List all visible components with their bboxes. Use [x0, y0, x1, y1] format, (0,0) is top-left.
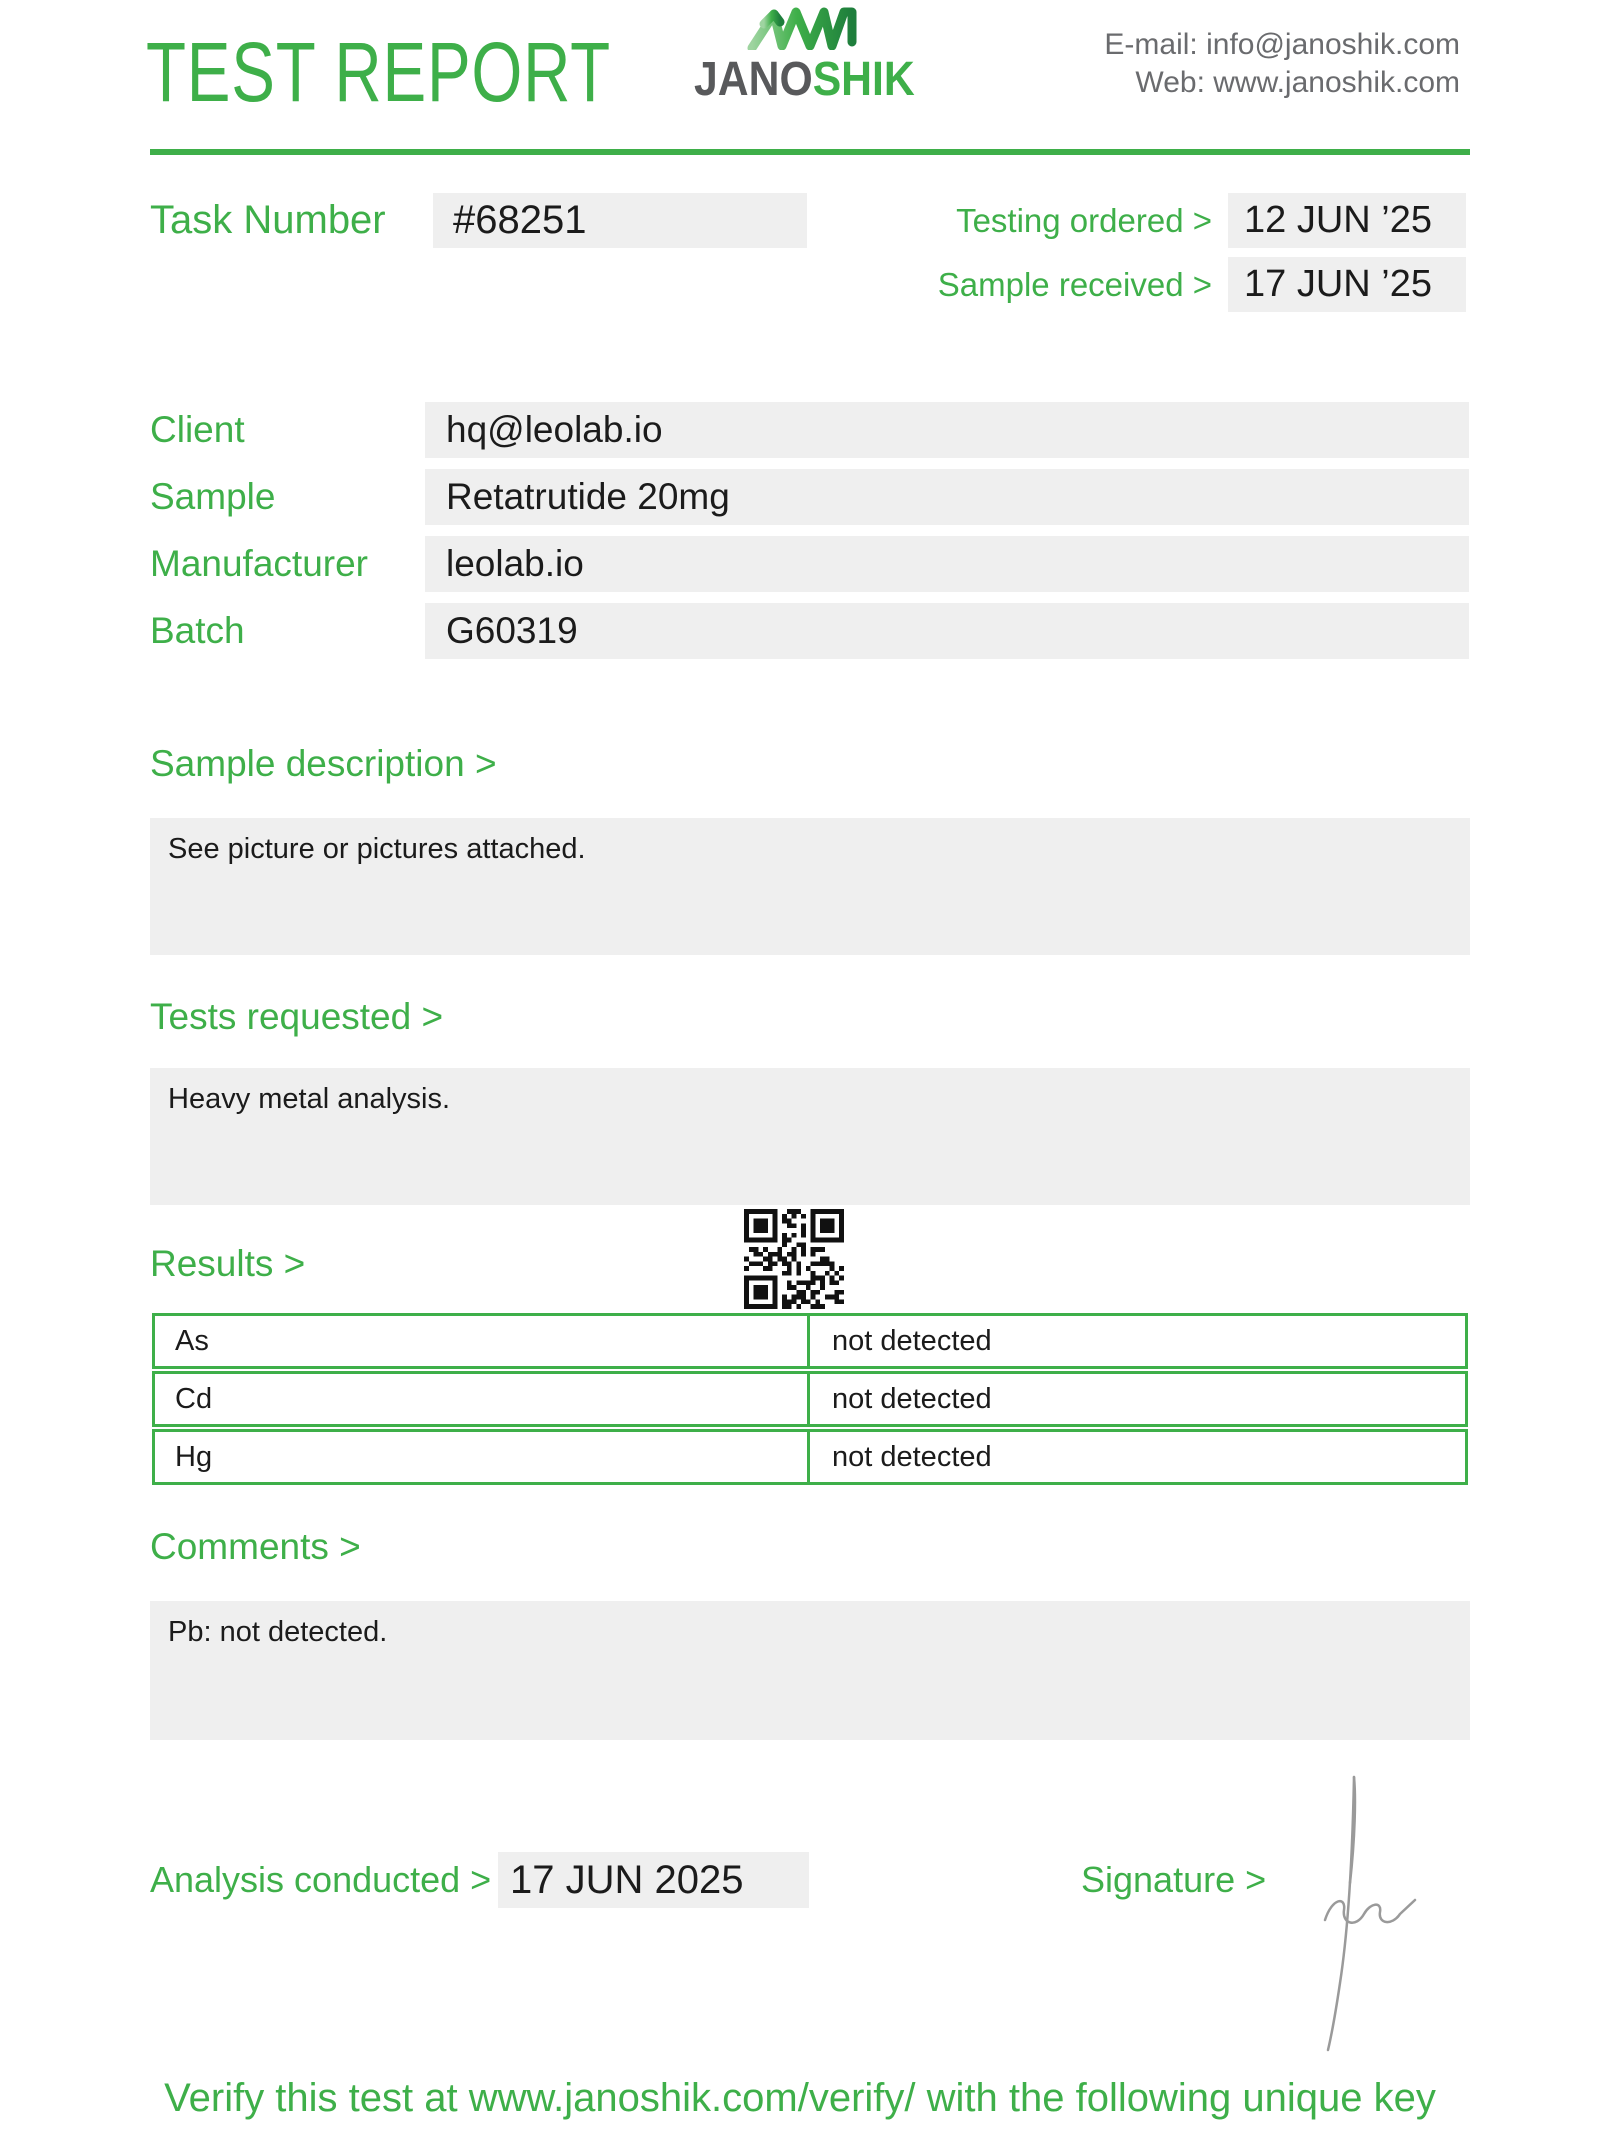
table-row	[152, 1371, 1468, 1427]
sample-value: Retatrutide 20mg	[425, 469, 1469, 525]
signature-scribble	[1312, 1748, 1437, 2063]
analyte-cell: Hg	[155, 1432, 810, 1482]
batch-value: G60319	[425, 603, 1469, 659]
sample-received-value: 17 JUN ’25	[1228, 257, 1466, 312]
signature-label: Signature >	[1081, 1859, 1267, 1900]
results-table	[152, 1313, 1468, 1487]
manufacturer-label: Manufacturer	[150, 543, 368, 584]
wordmark-left: JANO	[694, 53, 813, 106]
sample-received-label: Sample received >	[937, 265, 1212, 303]
analyte-cell: Cd	[155, 1374, 810, 1424]
testing-ordered-label: Testing ordered >	[956, 201, 1212, 239]
janoshik-wordmark	[694, 53, 915, 106]
tests-requested-heading: Tests requested >	[150, 996, 444, 1037]
sample-description-heading: Sample description >	[150, 743, 497, 784]
contact-block	[1104, 26, 1460, 102]
client-label: Client	[150, 409, 245, 450]
analyte-cell: As	[155, 1316, 810, 1366]
page-title: TEST REPORT	[146, 25, 611, 119]
analysis-conducted-value: 17 JUN 2025	[498, 1852, 809, 1908]
manufacturer-value: leolab.io	[425, 536, 1469, 592]
result-cell: not detected	[832, 1324, 992, 1357]
result-cell: not detected	[832, 1382, 992, 1415]
analysis-conducted-label: Analysis conducted >	[150, 1859, 492, 1900]
comments-heading: Comments >	[150, 1526, 361, 1567]
table-row	[152, 1429, 1468, 1485]
qr-code	[744, 1209, 844, 1309]
result-cell: not detected	[832, 1440, 992, 1473]
wordmark-right: SHIK	[812, 53, 915, 106]
verify-text: Verify this test at www.janoshik.com/verify/ with the following unique key	[164, 2076, 1436, 2120]
comments-box: Pb: not detected.	[150, 1601, 1470, 1740]
task-number-label: Task Number	[150, 198, 386, 242]
janoshik-logo-mark-icon	[742, 2, 870, 55]
testing-ordered-value: 12 JUN ’25	[1228, 193, 1466, 248]
table-row	[152, 1313, 1468, 1369]
contact-email: E-mail: info@janoshik.com	[1104, 28, 1460, 61]
task-number-value: #68251	[433, 193, 807, 248]
client-value: hq@leolab.io	[425, 402, 1469, 458]
results-heading: Results >	[150, 1243, 306, 1284]
tests-requested-box: Heavy metal analysis.	[150, 1068, 1470, 1205]
header-divider	[150, 149, 1470, 155]
contact-web: Web: www.janoshik.com	[1135, 66, 1460, 99]
sample-label: Sample	[150, 476, 276, 517]
batch-label: Batch	[150, 610, 245, 651]
sample-description-box: See picture or pictures attached.	[150, 818, 1470, 955]
